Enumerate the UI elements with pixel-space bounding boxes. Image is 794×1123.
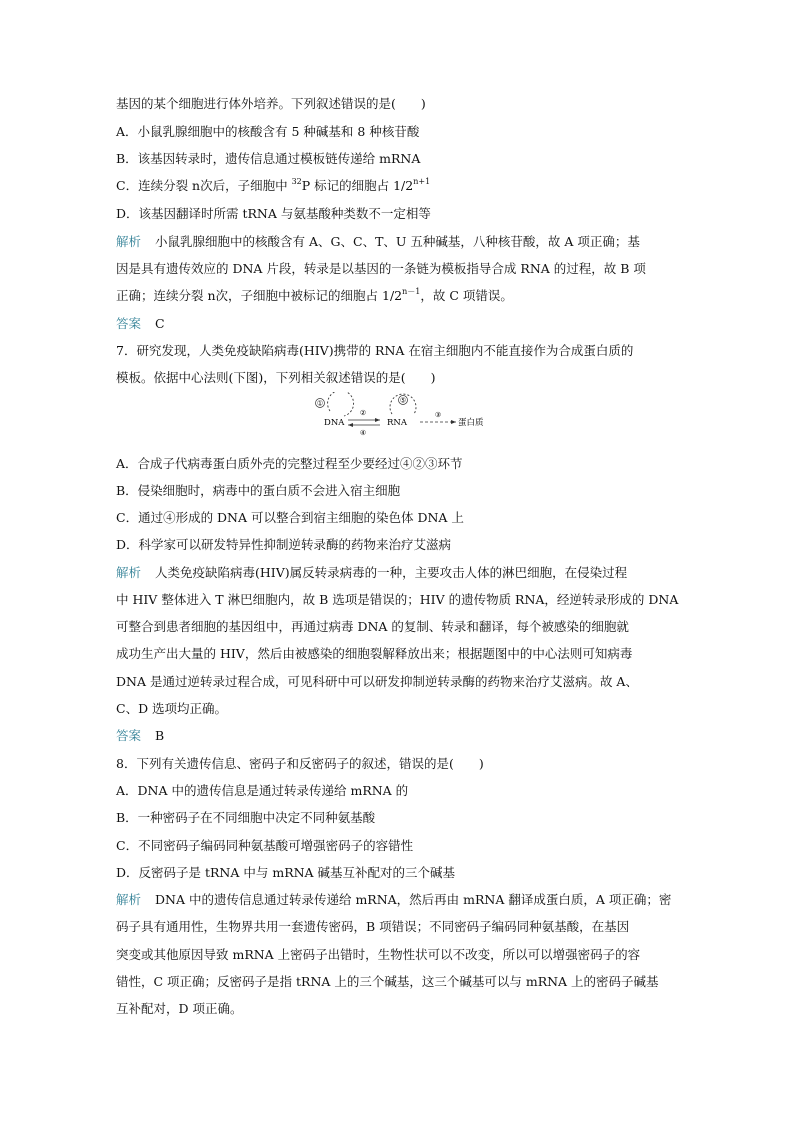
q6-option-c-superscript: 32 <box>291 177 302 186</box>
q8-explanation-text-1: DNA 中的遗传信息通过转录传递给 mRNA，然后再由 mRNA 翻译成蛋白质，A 项正确；密 <box>155 892 672 907</box>
q7-explanation-line-5: DNA 是通过逆转录过程合成，可见科研中可以研发抑制逆转录酶的药物来治疗艾滋病。故 A、 <box>116 674 638 689</box>
q6-explanation-exponent: n－1 <box>402 287 421 296</box>
q8-option-d: D．反密码子是 tRNA 中与 mRNA 碱基互补配对的三个碱基 <box>116 865 456 880</box>
q8-explanation-line-5: 互补配对，D 项正确。 <box>116 1001 243 1016</box>
label-4: ④ <box>359 429 367 437</box>
q8-option-b: B．一种密码子在不同细胞中决定不同种氨基酸 <box>116 810 376 825</box>
q7-explanation-line-1 <box>116 564 627 582</box>
q7-option-c: C．通过④形成的 DNA 可以整合到宿主细胞的染色体 DNA 上 <box>116 510 464 525</box>
q6-explanation-label: 解析 <box>116 234 142 249</box>
q6-explanation-text-3: 正确；连续分裂 n次，子细胞中被标记的细胞占 1/2 <box>116 288 403 303</box>
q7-explanation-line-6: C、D 选项均正确。 <box>116 701 228 716</box>
label-2: ② <box>359 409 367 417</box>
q8-option-a: A．DNA 中的遗传信息是通过转录传递给 mRNA 的 <box>116 783 409 798</box>
q8-explanation-line-3: 突变或其他原因导致 mRNA 上密码子出错时，生物性状可以不改变，所以可以增强密码子的容 <box>116 947 641 962</box>
label-3: ③ <box>434 411 442 419</box>
q6-option-c-exponent: n+1 <box>413 177 431 186</box>
q8-explanation-line-4: 错性，C 项正确；反密码子是指 tRNA 上的三个碱基，这三个碱基可以与 mRNA 上的密码子碱基 <box>116 974 659 989</box>
q6-option-b: B．该基因转录时，遗传信息通过模板链传递给 mRNA <box>116 151 421 166</box>
dna-label: DNA <box>324 418 345 428</box>
protein-label: 蛋白质 <box>458 418 484 428</box>
q6-explanation-text-1: 小鼠乳腺细胞中的核酸含有 A、G、C、T、U 五种碱基，八种核苷酸，故 A 项正确；基 <box>155 234 640 249</box>
q7-option-b: B．侵染细胞时，病毒中的蛋白质不会进入宿主细胞 <box>116 483 401 498</box>
q7-explanation-line-3: 可整合到患者细胞的基因组中，再通过病毒 DNA 的复制、转录和翻译，每个被感染的细胞就 <box>116 619 629 634</box>
q7-stem-line-2: 模板。依据中心法则(下图)，下列相关叙述错误的是( ) <box>116 370 436 385</box>
q6-answer <box>116 315 165 333</box>
q7-explanation-line-2: 中 HIV 整体进入 T 淋巴细胞内，故 B 选项是错误的；HIV 的遗传物质 RNA，经逆转录形成的 DNA <box>116 592 679 607</box>
q7-explanation-text-1: 人类免疫缺陷病毒(HIV)属反转录病毒的一种，主要攻击人体的淋巴细胞，在侵染过程 <box>155 565 628 580</box>
label-5: ⑤ <box>399 396 407 405</box>
q6-answer-value: C <box>155 316 165 331</box>
q7-option-a: A．合成子代病毒蛋白质外壳的完整过程至少要经过④②③环节 <box>116 456 463 471</box>
q8-explanation-label: 解析 <box>116 892 142 907</box>
q7-stem-line-1: 7．研究发现，人类免疫缺陷病毒(HIV)携带的 RNA 在宿主细胞内不能直接作为合成蛋白质的 <box>116 343 634 358</box>
q7-answer-label: 答案 <box>116 728 142 743</box>
q8-explanation-line-1 <box>116 891 671 909</box>
transcription-arrowhead <box>375 418 380 422</box>
q8-stem: 8．下列有关遗传信息、密码子和反密码子的叙述，错误的是( ) <box>116 756 484 771</box>
rna-label: RNA <box>387 418 407 428</box>
q6-option-c-text: C．连续分裂 n次后，子细胞中 <box>116 178 292 193</box>
label-1: ① <box>316 399 324 408</box>
q6-stem: 基因的某个细胞进行体外培养。下列叙述错误的是( ) <box>116 96 426 111</box>
q8-option-c: C．不同密码子编码同种氨基酸可增强密码子的容错性 <box>116 838 414 853</box>
q6-option-c-text-2: P 标记的细胞占 1/2 <box>301 178 414 193</box>
translation-arrowhead <box>451 420 456 424</box>
q6-option-a: A．小鼠乳腺细胞中的核酸含有 5 种碱基和 8 种核苷酸 <box>116 124 420 139</box>
q8-explanation-line-2: 码子具有通用性，生物界共用一套遗传密码，B 项错误；不同密码子编码同种氨基酸，在基因 <box>116 919 630 934</box>
central-dogma-diagram <box>300 392 500 440</box>
q6-explanation-line-3 <box>116 287 513 305</box>
q6-option-d: D．该基因翻译时所需 tRNA 与氨基酸种类数不一定相等 <box>116 206 431 221</box>
q6-explanation-line-2: 因是具有遗传效应的 DNA 片段，转录是以基因的一条链为模板指导合成 RNA 的过程，故 B 项 <box>116 261 646 276</box>
reverse-transcription-arrowhead <box>348 423 353 427</box>
q7-answer <box>116 727 164 745</box>
q7-option-d: D．科学家可以研发特异性抑制逆转录酶的药物来治疗艾滋病 <box>116 537 452 552</box>
q7-explanation-line-4: 成功生产出大量的 HIV，然后由被感染的细胞裂解释放出来；根据题图中的中心法则可知病毒 <box>116 646 633 661</box>
q6-answer-label: 答案 <box>116 316 142 331</box>
q6-option-c <box>116 177 430 195</box>
q7-explanation-label: 解析 <box>116 565 142 580</box>
q6-explanation-text-3-end: ，故 C 项错误。 <box>420 288 513 303</box>
dna-replication-loop <box>328 392 354 416</box>
q7-answer-value: B <box>155 728 165 743</box>
q6-explanation-line-1 <box>116 233 640 251</box>
